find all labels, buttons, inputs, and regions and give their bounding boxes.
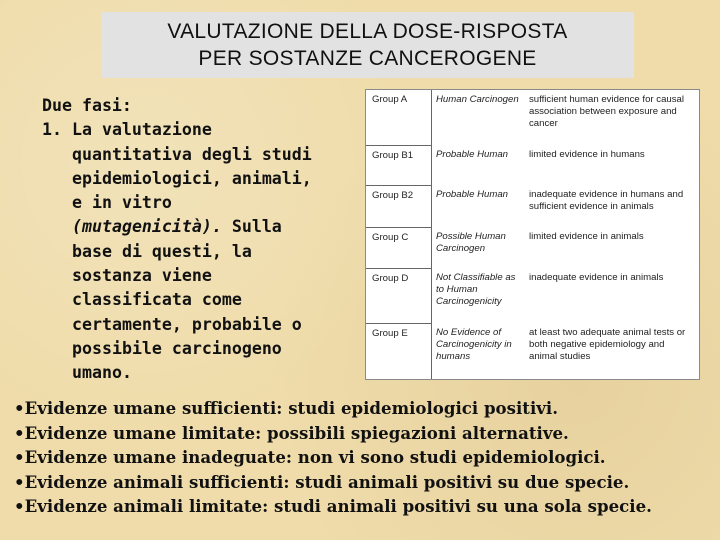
category-cell: Probable Human	[436, 189, 508, 200]
list-line: certamente, probabile o	[72, 314, 302, 334]
table-row	[366, 227, 699, 268]
classification-table	[366, 90, 699, 379]
group-cell: Group B1	[366, 145, 432, 185]
bullet-text: Evidenze umane inadeguate: non vi sono studi epidemiologici.	[24, 447, 606, 467]
title-line-2: PER SOSTANZE CANCEROGENE	[198, 47, 537, 70]
table-row	[366, 268, 699, 323]
title-line-1: VALUTAZIONE DELLA DOSE-RISPOSTA	[167, 20, 568, 43]
category-cell: Probable Human	[436, 149, 508, 160]
phases-heading: Due fasi:	[42, 96, 132, 115]
evidence-cell: inadequate evidence in animals	[529, 272, 664, 283]
list-number: 1.	[42, 120, 62, 140]
group-cell: Group E	[366, 323, 432, 379]
list-line: quantitativa degli studi	[72, 144, 312, 164]
group-cell: Group D	[366, 268, 432, 323]
bullet-marker: •	[14, 398, 25, 418]
evidence-bullet-list	[14, 396, 714, 519]
category-cell: Not Classifiable as to Human Carcinogenicity	[436, 272, 516, 307]
group-cell: Group C	[366, 227, 432, 268]
list-line: possibile carcinogeno	[72, 338, 282, 358]
bullet-item	[14, 470, 714, 495]
list-line-tail: Sulla	[221, 217, 282, 237]
bullet-item	[14, 421, 714, 446]
table-row	[366, 90, 699, 145]
list-line: e in vitro	[72, 193, 172, 213]
evidence-cell: limited evidence in animals	[529, 231, 644, 242]
group-cell: Group B2	[366, 185, 432, 227]
bullet-marker: •	[14, 471, 25, 492]
category-cell: Human Carcinogen	[436, 94, 519, 105]
bullet-item	[14, 494, 714, 519]
list-line-italic	[42, 215, 362, 239]
evidence-cell: inadequate evidence in humans and sufficient evidence in animals	[529, 189, 684, 212]
group-cell: Group A	[366, 90, 432, 145]
category-cell: Possible Human Carcinogen	[436, 231, 506, 254]
list-item-text: La valutazione	[71, 120, 212, 140]
bullet-text: Evidenze animali sufficienti: studi animali positivi su due specie.	[24, 471, 630, 492]
list-line: base di questi, la	[72, 241, 252, 261]
list-item-1-first-line	[42, 118, 362, 142]
list-line: classificata come	[72, 290, 242, 310]
carcinogen-classification-table	[365, 89, 700, 380]
bullet-marker: •	[14, 422, 25, 443]
phase-description	[42, 94, 362, 386]
list-line: umano.	[72, 363, 132, 383]
bullet-text: Evidenze umane limitate: possibili spiegazioni alternative.	[24, 422, 569, 443]
evidence-cell: at least two adequate animal tests or both negative epidemiology and animal studies	[529, 327, 686, 362]
table-row	[366, 185, 699, 227]
bullet-item	[14, 396, 714, 421]
bullet-text: Evidenze umane sufficienti: studi epidemiologici positivi.	[24, 398, 558, 418]
evidence-cell: sufficient human evidence for causal association between exposure and cancer	[529, 94, 685, 129]
category-cell: No Evidence of Carcinogenicity in humans	[436, 327, 512, 362]
bullet-marker: •	[14, 496, 25, 516]
bullet-marker: •	[14, 447, 25, 467]
list-line: sostanza viene	[72, 266, 212, 286]
list-line: epidemiologici, animali,	[72, 168, 312, 188]
italic-term: (mutagenicità).	[72, 217, 222, 237]
bullet-item	[14, 445, 714, 470]
table-row	[366, 145, 699, 185]
slide-title	[101, 12, 634, 78]
table-row	[366, 323, 699, 379]
bullet-text: Evidenze animali limitate: studi animali positivi su una sola specie.	[24, 496, 652, 516]
evidence-cell: limited evidence in humans	[529, 149, 645, 160]
